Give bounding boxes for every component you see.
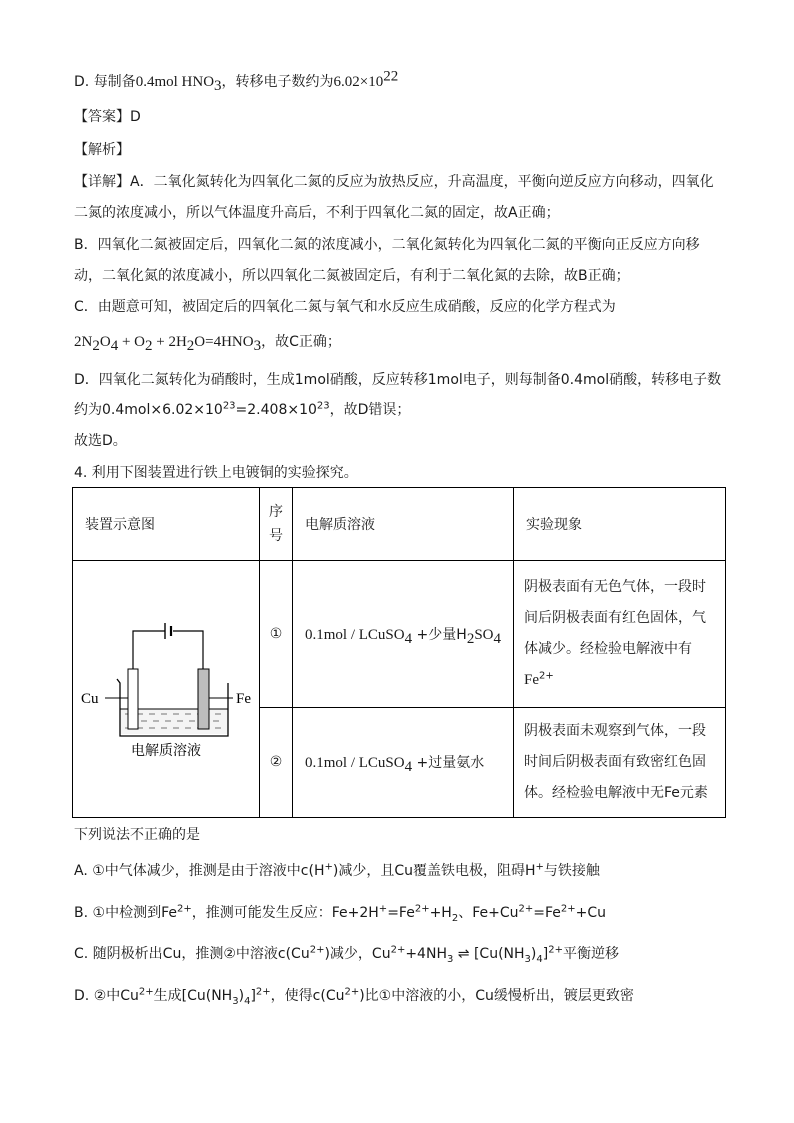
- wire-left: [133, 631, 165, 669]
- header-diagram: 装置示意图: [85, 517, 155, 533]
- answer-value: D: [130, 109, 141, 125]
- experiment-table: [72, 487, 726, 818]
- header-seq: 序号: [269, 504, 283, 544]
- row1-phenomenon: 阴极表面有无色气体，一段时间后阴极表面有红色固体，气体减少。经检验电解液中有 $Fe^{2+}$: [514, 561, 726, 708]
- answer-line: [74, 107, 141, 127]
- wire-right: [173, 631, 203, 669]
- option-label: D.: [74, 74, 90, 90]
- fe-label: Fe: [236, 691, 251, 707]
- apparatus-diagram-cell: [73, 561, 260, 818]
- header-solution: 电解质溶液: [305, 517, 375, 533]
- row2-seq: ②: [260, 707, 293, 817]
- header-phenomenon: 实验现象: [526, 517, 582, 533]
- detail-line-4: 动，二氧化氮的浓度减小，所以四氧化二氮被固定后，有利于二氧化氮的去除，故B正确；: [74, 268, 630, 284]
- detail-line-2: 二氮的浓度减小，所以气体温度升高后，不利于四氧化二氮的固定，故A正确；: [74, 205, 560, 221]
- option-c: C. 随阴极析出Cu，推测②中溶液$c(Cu^{2+})$减少，$Cu^{2+}+4NH_3$ ⇌ $[Cu(NH_3)_4]^{2+}$平衡逆移: [74, 944, 619, 965]
- option-b: B. ①中检测到$Fe^{2+}$，推测可能发生反应：$Fe+2H^+=Fe^{2+}+H_2$、$Fe+Cu^{2+}=Fe^{2+}+Cu$: [74, 903, 607, 924]
- prev-option-d: D. 每制备0.4mol $HNO_3$，转移电子数约为$6.02\times 10^{22}$: [74, 68, 399, 94]
- detail-line-7: D．四氧化二氮转化为硝酸时，生成1mol硝酸，反应转移1mol电子，则每制备0.4mol硝酸，转移电子数: [74, 372, 722, 388]
- row2-solution: 0.1mol / LCuSO$_4$ +过量氨水: [293, 707, 514, 817]
- question-prompt: 下列说法不正确的是: [74, 827, 200, 843]
- electroplating-apparatus-diagram: [73, 561, 259, 817]
- question-4-stem: 4. 利用下图装置进行铁上电镀铜的实验探究。: [74, 465, 358, 481]
- detail-line-3: B．四氧化二氮被固定后，四氧化二氮的浓度减小，二氧化氮转化为四氧化二氮的平衡向正反应方向移: [74, 237, 700, 253]
- option-a: A. ①中气体减少，推测是由于溶液中c(H+)减少，且Cu覆盖铁电极，阻碍H+与铁接触: [74, 861, 600, 879]
- analysis-tag: 【解析】: [74, 142, 130, 158]
- cu-label: Cu: [81, 691, 99, 707]
- row1-seq: ①: [260, 561, 293, 708]
- table-header-row: [73, 488, 726, 561]
- detail-line-8: 约为$0.4mol\times 6.02\times 10^{23}=2.408\times 10^{23}$，故D错误；: [74, 400, 411, 418]
- detail-line-1: 【详解】A．二氧化氮转化为四氧化二氮的反应为放热反应，升高温度，平衡向逆反应方向移动，四氧化: [74, 174, 714, 190]
- fe-electrode: [198, 669, 209, 729]
- table-row: [73, 561, 726, 708]
- row1-solution: 0.1mol / LCuSO$_4$ +少量$H_2SO_4$: [293, 561, 514, 708]
- detail-line-5: C．由题意可知，被固定后的四氧化二氮与氧气和水反应生成硝酸，反应的化学方程式为: [74, 299, 616, 315]
- option-d: D. ②中$Cu^{2+}$生成$[Cu(NH_3)_4]^{2+}$，使得$c(Cu^{2+})$比①中溶液的小，Cu缓慢析出，镀层更致密: [74, 986, 634, 1007]
- row2-phenomenon: 阴极表面未观察到气体，一段时间后阴极表面有致密红色固体。经检验电解液中无Fe元素: [514, 707, 726, 817]
- answer-tag: 【答案】: [74, 109, 130, 125]
- detail-line-9: 故选D。: [74, 433, 127, 449]
- diagram-caption: 电解质溶液: [131, 743, 201, 759]
- cu-electrode: [128, 669, 138, 729]
- equation-line: $2N_2O_4 + O_2 + 2H_2O=4HNO_3$，故C正确；: [74, 334, 341, 354]
